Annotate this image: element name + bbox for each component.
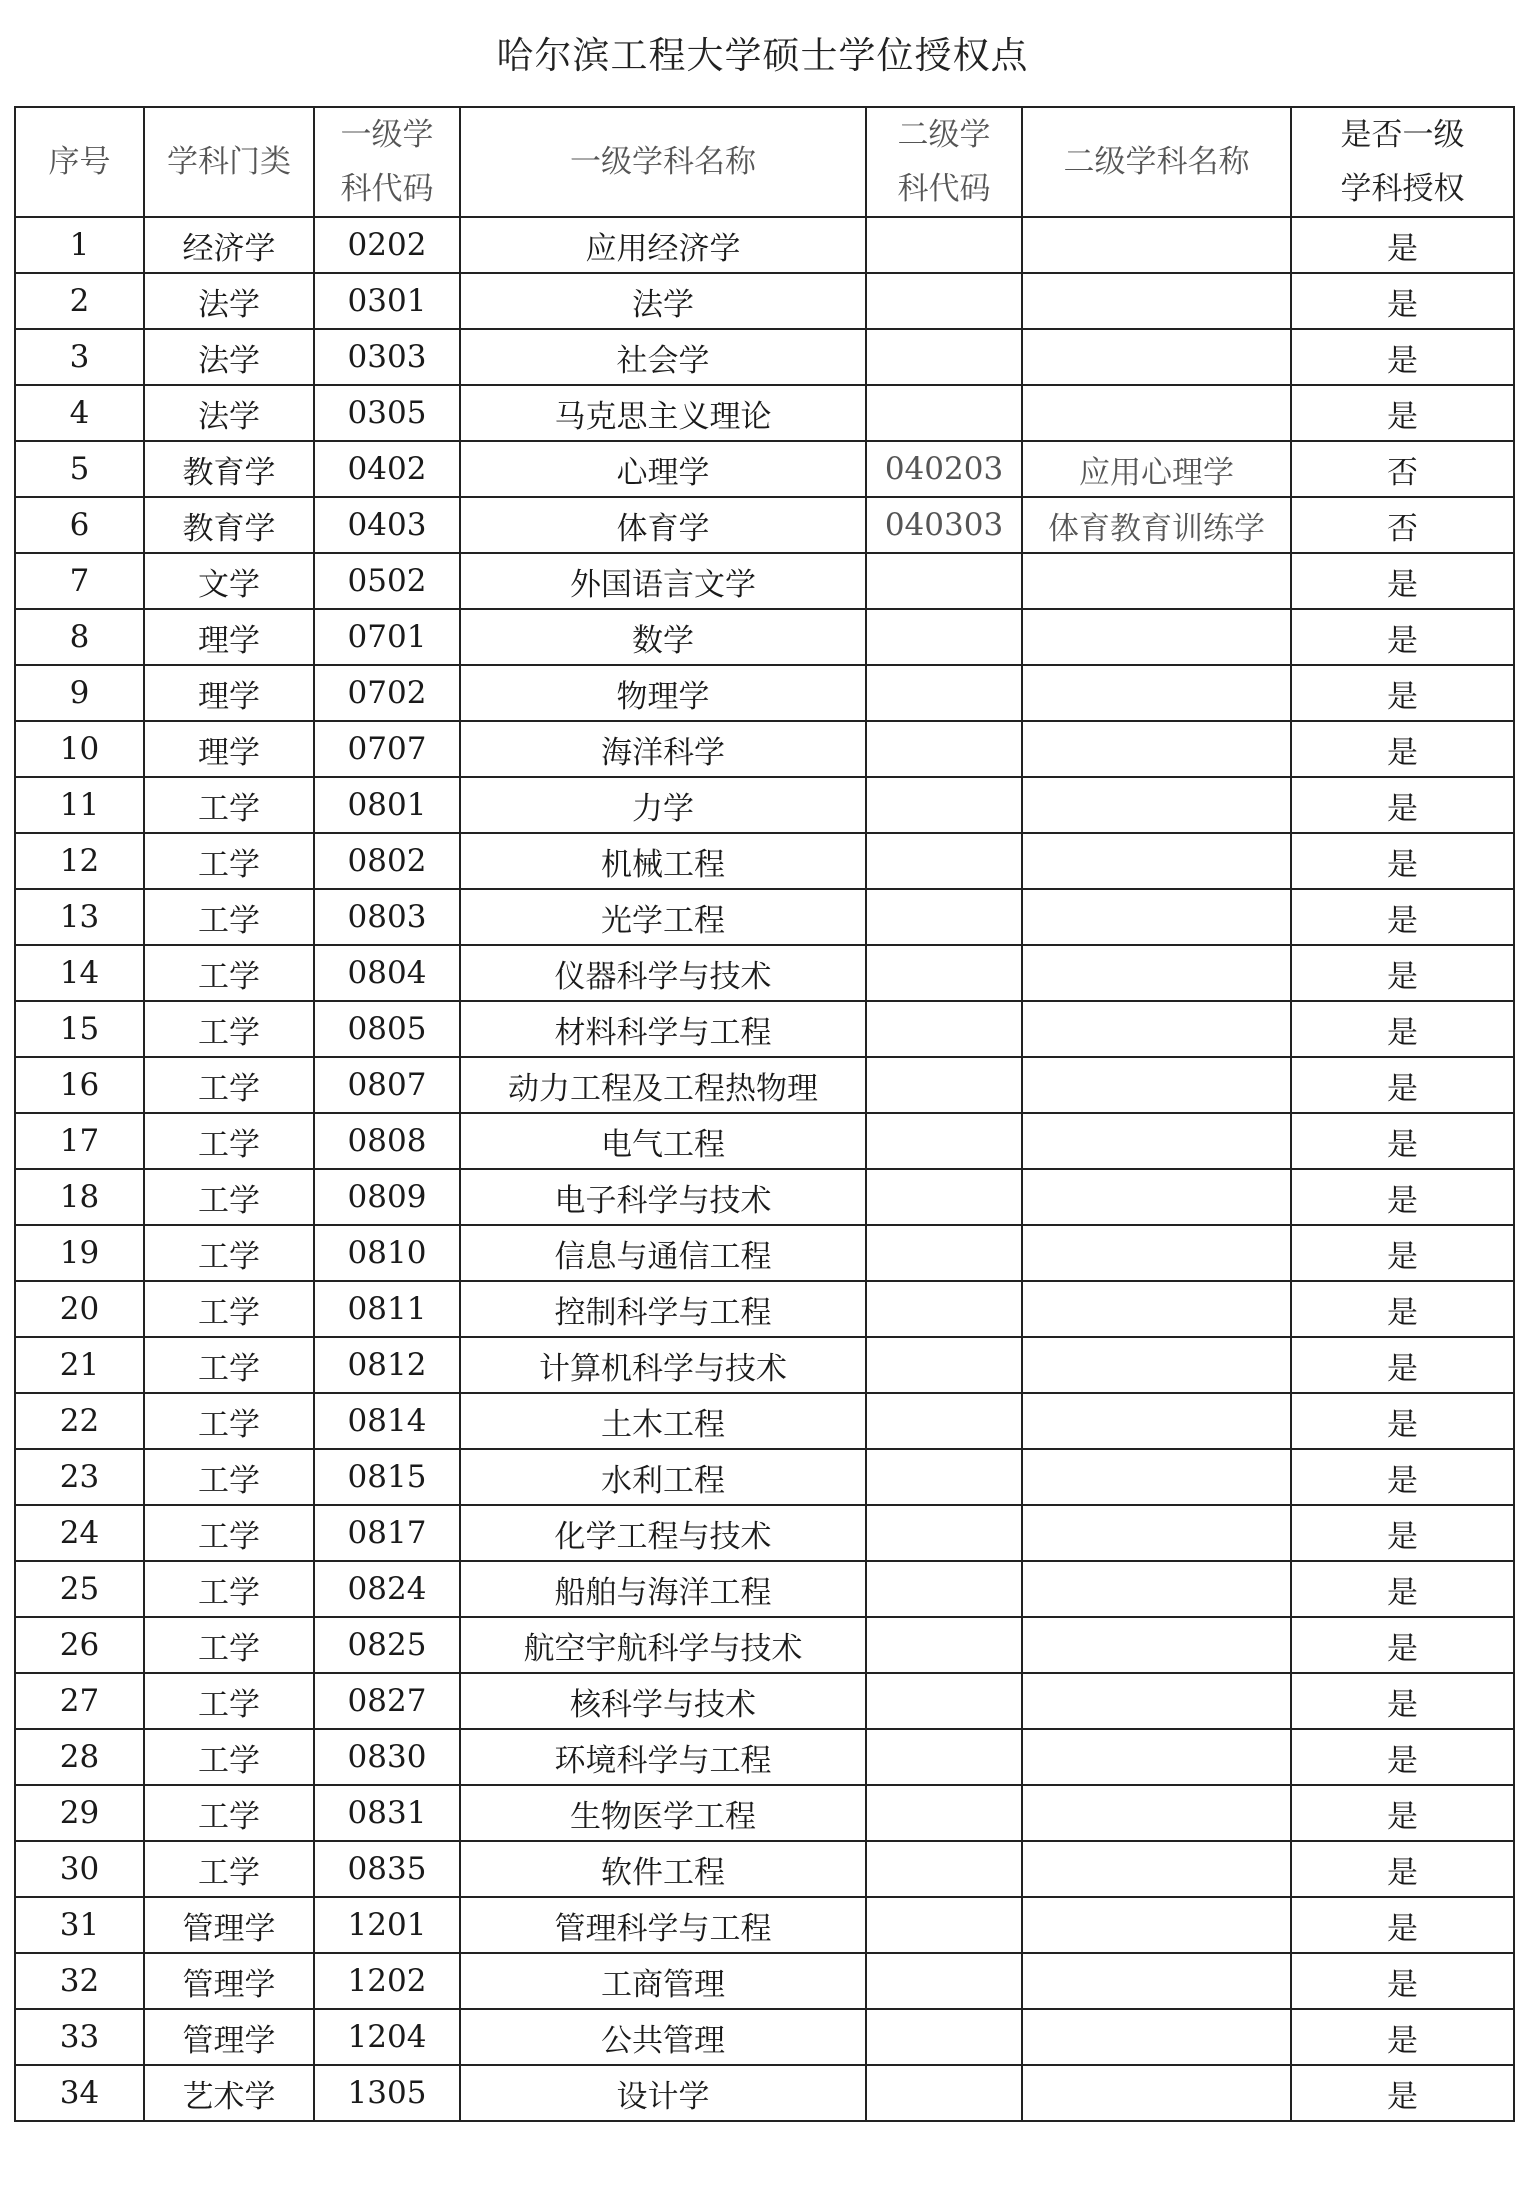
cell-l1-name: 法学 — [460, 273, 866, 329]
cell-l2-name — [1022, 1393, 1291, 1449]
cell-seq: 3 — [15, 329, 144, 385]
cell-l2-code — [866, 1057, 1022, 1113]
cell-l1-name: 航空宇航科学与技术 — [460, 1617, 866, 1673]
cell-category: 工学 — [144, 833, 314, 889]
cell-authorized: 是 — [1291, 1785, 1514, 1841]
cell-l1-code: 0810 — [314, 1225, 460, 1281]
cell-l1-code: 0815 — [314, 1449, 460, 1505]
table-row — [15, 217, 1514, 273]
cell-authorized: 是 — [1291, 1729, 1514, 1785]
cell-l1-name: 外国语言文学 — [460, 553, 866, 609]
cell-l1-code: 0827 — [314, 1673, 460, 1729]
cell-l2-name — [1022, 1841, 1291, 1897]
cell-l1-name: 光学工程 — [460, 889, 866, 945]
cell-category: 理学 — [144, 609, 314, 665]
table-row — [15, 777, 1514, 833]
cell-category: 管理学 — [144, 2009, 314, 2065]
cell-l1-name: 体育学 — [460, 497, 866, 553]
cell-l1-name: 社会学 — [460, 329, 866, 385]
cell-l2-code — [866, 329, 1022, 385]
cell-l1-code: 0835 — [314, 1841, 460, 1897]
cell-seq: 17 — [15, 1113, 144, 1169]
cell-category: 工学 — [144, 1449, 314, 1505]
cell-l2-code — [866, 777, 1022, 833]
table-row — [15, 1113, 1514, 1169]
cell-l1-name: 船舶与海洋工程 — [460, 1561, 866, 1617]
cell-category: 工学 — [144, 1841, 314, 1897]
cell-l1-code: 0814 — [314, 1393, 460, 1449]
header-l1-code: 一级学 科代码 — [314, 107, 460, 217]
table-row — [15, 441, 1514, 497]
cell-seq: 18 — [15, 1169, 144, 1225]
cell-seq: 15 — [15, 1001, 144, 1057]
cell-category: 法学 — [144, 329, 314, 385]
cell-category: 教育学 — [144, 441, 314, 497]
cell-l1-name: 计算机科学与技术 — [460, 1337, 866, 1393]
table-row — [15, 1729, 1514, 1785]
cell-l2-code — [866, 1505, 1022, 1561]
cell-category: 工学 — [144, 1225, 314, 1281]
cell-l2-name — [1022, 1617, 1291, 1673]
cell-seq: 22 — [15, 1393, 144, 1449]
table-row — [15, 1785, 1514, 1841]
cell-authorized: 是 — [1291, 1953, 1514, 2009]
cell-category: 工学 — [144, 1785, 314, 1841]
cell-authorized: 是 — [1291, 1057, 1514, 1113]
cell-seq: 2 — [15, 273, 144, 329]
cell-category: 工学 — [144, 1057, 314, 1113]
cell-l2-name — [1022, 1505, 1291, 1561]
cell-seq: 5 — [15, 441, 144, 497]
cell-seq: 25 — [15, 1561, 144, 1617]
table-row — [15, 329, 1514, 385]
cell-l2-code — [866, 1897, 1022, 1953]
cell-seq: 14 — [15, 945, 144, 1001]
cell-l2-name — [1022, 2065, 1291, 2121]
table-row — [15, 1561, 1514, 1617]
cell-l2-name — [1022, 833, 1291, 889]
cell-l2-name — [1022, 329, 1291, 385]
cell-l2-code — [866, 889, 1022, 945]
cell-authorized: 是 — [1291, 1225, 1514, 1281]
cell-authorized: 是 — [1291, 2065, 1514, 2121]
cell-l2-code — [866, 1617, 1022, 1673]
cell-authorized: 是 — [1291, 1561, 1514, 1617]
cell-category: 工学 — [144, 1337, 314, 1393]
table-row — [15, 1617, 1514, 1673]
cell-category: 工学 — [144, 1393, 314, 1449]
table-row — [15, 1393, 1514, 1449]
cell-authorized: 是 — [1291, 1393, 1514, 1449]
cell-l1-code: 0402 — [314, 441, 460, 497]
cell-l2-code — [866, 665, 1022, 721]
cell-category: 工学 — [144, 1281, 314, 1337]
cell-l2-code — [866, 1729, 1022, 1785]
cell-l1-code: 0825 — [314, 1617, 460, 1673]
cell-l1-code: 0305 — [314, 385, 460, 441]
cell-l1-name: 公共管理 — [460, 2009, 866, 2065]
cell-l2-code — [866, 1281, 1022, 1337]
cell-authorized: 是 — [1291, 1449, 1514, 1505]
cell-l1-name: 化学工程与技术 — [460, 1505, 866, 1561]
cell-seq: 30 — [15, 1841, 144, 1897]
cell-l2-name — [1022, 2009, 1291, 2065]
cell-l2-name — [1022, 1225, 1291, 1281]
cell-seq: 32 — [15, 1953, 144, 2009]
cell-seq: 19 — [15, 1225, 144, 1281]
table-row — [15, 665, 1514, 721]
cell-l1-name: 海洋科学 — [460, 721, 866, 777]
cell-seq: 24 — [15, 1505, 144, 1561]
cell-l2-code — [866, 1673, 1022, 1729]
cell-authorized: 是 — [1291, 273, 1514, 329]
cell-authorized: 是 — [1291, 1841, 1514, 1897]
table-row — [15, 1505, 1514, 1561]
cell-l2-code — [866, 609, 1022, 665]
cell-l2-name — [1022, 1169, 1291, 1225]
header-l2-name: 二级学科名称 — [1022, 107, 1291, 217]
cell-seq: 33 — [15, 2009, 144, 2065]
header-l2-code: 二级学 科代码 — [866, 107, 1022, 217]
cell-l1-name: 信息与通信工程 — [460, 1225, 866, 1281]
header-l1-name: 一级学科名称 — [460, 107, 866, 217]
cell-l2-name — [1022, 273, 1291, 329]
cell-l1-name: 物理学 — [460, 665, 866, 721]
cell-authorized: 是 — [1291, 665, 1514, 721]
cell-seq: 34 — [15, 2065, 144, 2121]
cell-authorized: 是 — [1291, 1897, 1514, 1953]
cell-l1-name: 生物医学工程 — [460, 1785, 866, 1841]
cell-l1-name: 土木工程 — [460, 1393, 866, 1449]
cell-seq: 21 — [15, 1337, 144, 1393]
cell-l2-code — [866, 721, 1022, 777]
cell-category: 工学 — [144, 1673, 314, 1729]
cell-l2-code — [866, 385, 1022, 441]
cell-authorized: 是 — [1291, 1001, 1514, 1057]
cell-l2-name — [1022, 1897, 1291, 1953]
cell-authorized: 是 — [1291, 1673, 1514, 1729]
table-row — [15, 2009, 1514, 2065]
cell-seq: 13 — [15, 889, 144, 945]
cell-l2-code — [866, 1953, 1022, 2009]
cell-seq: 28 — [15, 1729, 144, 1785]
cell-l2-name — [1022, 665, 1291, 721]
cell-l2-name — [1022, 1673, 1291, 1729]
cell-l1-name: 电气工程 — [460, 1113, 866, 1169]
cell-seq: 29 — [15, 1785, 144, 1841]
cell-l2-code — [866, 1113, 1022, 1169]
header-authorized: 是否一级 学科授权 — [1291, 107, 1514, 217]
cell-l2-name — [1022, 1001, 1291, 1057]
cell-l2-name — [1022, 889, 1291, 945]
cell-l2-code — [866, 553, 1022, 609]
cell-l1-code: 1201 — [314, 1897, 460, 1953]
table-row — [15, 945, 1514, 1001]
cell-authorized: 是 — [1291, 721, 1514, 777]
cell-l1-code: 0831 — [314, 1785, 460, 1841]
cell-seq: 1 — [15, 217, 144, 273]
cell-l2-code — [866, 1841, 1022, 1897]
cell-l2-name — [1022, 945, 1291, 1001]
table-row — [15, 1953, 1514, 2009]
cell-l1-code: 0805 — [314, 1001, 460, 1057]
cell-l1-name: 心理学 — [460, 441, 866, 497]
cell-category: 工学 — [144, 1729, 314, 1785]
cell-authorized: 是 — [1291, 1169, 1514, 1225]
table-row — [15, 1673, 1514, 1729]
cell-category: 经济学 — [144, 217, 314, 273]
cell-l2-code: 040203 — [866, 441, 1022, 497]
cell-authorized: 是 — [1291, 217, 1514, 273]
cell-l1-code: 0502 — [314, 553, 460, 609]
cell-l1-name: 仪器科学与技术 — [460, 945, 866, 1001]
degree-authorization-table — [14, 106, 1515, 2122]
cell-seq: 12 — [15, 833, 144, 889]
cell-l2-name — [1022, 217, 1291, 273]
table-row — [15, 1449, 1514, 1505]
cell-l2-name — [1022, 1785, 1291, 1841]
cell-l1-code: 0817 — [314, 1505, 460, 1561]
table-row — [15, 385, 1514, 441]
cell-l2-name — [1022, 777, 1291, 833]
cell-l1-name: 数学 — [460, 609, 866, 665]
cell-authorized: 是 — [1291, 2009, 1514, 2065]
cell-l2-code — [866, 273, 1022, 329]
cell-seq: 20 — [15, 1281, 144, 1337]
table-row — [15, 553, 1514, 609]
cell-l2-code — [866, 1561, 1022, 1617]
table-row — [15, 1337, 1514, 1393]
header-category: 学科门类 — [144, 107, 314, 217]
cell-authorized: 是 — [1291, 889, 1514, 945]
cell-authorized: 是 — [1291, 1337, 1514, 1393]
cell-l2-code — [866, 833, 1022, 889]
cell-l1-code: 0701 — [314, 609, 460, 665]
cell-l2-code — [866, 1393, 1022, 1449]
cell-l1-name: 动力工程及工程热物理 — [460, 1057, 866, 1113]
cell-l1-code: 0804 — [314, 945, 460, 1001]
table-row — [15, 1169, 1514, 1225]
table-row — [15, 889, 1514, 945]
cell-seq: 26 — [15, 1617, 144, 1673]
table-row — [15, 1281, 1514, 1337]
table-row — [15, 1841, 1514, 1897]
cell-seq: 16 — [15, 1057, 144, 1113]
cell-l2-name — [1022, 1057, 1291, 1113]
table-row — [15, 1057, 1514, 1113]
table-row — [15, 609, 1514, 665]
cell-authorized: 是 — [1291, 329, 1514, 385]
cell-l2-code — [866, 217, 1022, 273]
cell-l2-name — [1022, 609, 1291, 665]
cell-category: 管理学 — [144, 1897, 314, 1953]
cell-seq: 27 — [15, 1673, 144, 1729]
cell-l1-code: 0811 — [314, 1281, 460, 1337]
table-row — [15, 2065, 1514, 2121]
cell-l2-code — [866, 1449, 1022, 1505]
cell-seq: 11 — [15, 777, 144, 833]
cell-category: 管理学 — [144, 1953, 314, 2009]
cell-seq: 31 — [15, 1897, 144, 1953]
cell-l1-name: 机械工程 — [460, 833, 866, 889]
cell-authorized: 是 — [1291, 777, 1514, 833]
cell-authorized: 是 — [1291, 945, 1514, 1001]
cell-category: 法学 — [144, 385, 314, 441]
cell-category: 工学 — [144, 889, 314, 945]
cell-l2-name — [1022, 553, 1291, 609]
cell-l1-code: 1204 — [314, 2009, 460, 2065]
cell-l1-code: 0202 — [314, 217, 460, 273]
cell-l1-name: 管理科学与工程 — [460, 1897, 866, 1953]
cell-category: 工学 — [144, 1001, 314, 1057]
cell-l2-name — [1022, 1953, 1291, 2009]
cell-seq: 9 — [15, 665, 144, 721]
cell-l1-code: 0803 — [314, 889, 460, 945]
cell-category: 工学 — [144, 1169, 314, 1225]
cell-l2-name — [1022, 385, 1291, 441]
cell-l1-name: 材料科学与工程 — [460, 1001, 866, 1057]
cell-l1-code: 0303 — [314, 329, 460, 385]
cell-l1-name: 水利工程 — [460, 1449, 866, 1505]
cell-l1-code: 0301 — [314, 273, 460, 329]
cell-category: 理学 — [144, 665, 314, 721]
cell-l2-name — [1022, 1337, 1291, 1393]
cell-category: 工学 — [144, 1561, 314, 1617]
page-title: 哈尔滨工程大学硕士学位授权点 — [496, 34, 1029, 77]
table-body — [15, 217, 1514, 2121]
cell-l1-name: 设计学 — [460, 2065, 866, 2121]
table-row — [15, 721, 1514, 777]
cell-l1-code: 0812 — [314, 1337, 460, 1393]
cell-l2-code — [866, 945, 1022, 1001]
table-row — [15, 1225, 1514, 1281]
cell-authorized: 是 — [1291, 1617, 1514, 1673]
cell-l1-code: 0802 — [314, 833, 460, 889]
cell-l2-name — [1022, 1561, 1291, 1617]
cell-category: 工学 — [144, 1505, 314, 1561]
table-row — [15, 497, 1514, 553]
cell-l1-name: 应用经济学 — [460, 217, 866, 273]
cell-l2-name — [1022, 1729, 1291, 1785]
cell-l1-code: 0702 — [314, 665, 460, 721]
cell-l2-code — [866, 2009, 1022, 2065]
cell-l1-code: 1305 — [314, 2065, 460, 2121]
cell-l1-name: 工商管理 — [460, 1953, 866, 2009]
cell-category: 工学 — [144, 1113, 314, 1169]
header-seq: 序号 — [15, 107, 144, 217]
cell-l1-code: 0707 — [314, 721, 460, 777]
cell-l1-name: 马克思主义理论 — [460, 385, 866, 441]
cell-category: 法学 — [144, 273, 314, 329]
cell-category: 工学 — [144, 1617, 314, 1673]
cell-authorized: 是 — [1291, 385, 1514, 441]
cell-l2-name — [1022, 1449, 1291, 1505]
cell-l1-name: 软件工程 — [460, 1841, 866, 1897]
cell-authorized: 是 — [1291, 833, 1514, 889]
cell-seq: 7 — [15, 553, 144, 609]
cell-seq: 4 — [15, 385, 144, 441]
cell-category: 工学 — [144, 777, 314, 833]
cell-seq: 23 — [15, 1449, 144, 1505]
cell-l2-code — [866, 2065, 1022, 2121]
cell-authorized: 是 — [1291, 1281, 1514, 1337]
cell-l1-name: 控制科学与工程 — [460, 1281, 866, 1337]
cell-l2-code: 040303 — [866, 497, 1022, 553]
cell-l2-code — [866, 1785, 1022, 1841]
cell-l2-code — [866, 1169, 1022, 1225]
cell-l1-code: 0801 — [314, 777, 460, 833]
table-header-row — [15, 107, 1514, 217]
cell-l1-code: 0809 — [314, 1169, 460, 1225]
cell-l1-code: 0830 — [314, 1729, 460, 1785]
cell-seq: 6 — [15, 497, 144, 553]
cell-l1-name: 核科学与技术 — [460, 1673, 866, 1729]
table-row — [15, 1001, 1514, 1057]
cell-l2-code — [866, 1001, 1022, 1057]
cell-l2-name: 体育教育训练学 — [1022, 497, 1291, 553]
cell-category: 艺术学 — [144, 2065, 314, 2121]
cell-l1-code: 0403 — [314, 497, 460, 553]
cell-l2-code — [866, 1337, 1022, 1393]
cell-authorized: 否 — [1291, 441, 1514, 497]
cell-l1-code: 0807 — [314, 1057, 460, 1113]
cell-authorized: 否 — [1291, 497, 1514, 553]
cell-l2-name — [1022, 1281, 1291, 1337]
cell-authorized: 是 — [1291, 1113, 1514, 1169]
cell-category: 文学 — [144, 553, 314, 609]
cell-l1-name: 力学 — [460, 777, 866, 833]
cell-l2-code — [866, 1225, 1022, 1281]
cell-seq: 10 — [15, 721, 144, 777]
cell-category: 工学 — [144, 945, 314, 1001]
cell-l1-name: 环境科学与工程 — [460, 1729, 866, 1785]
cell-l2-name: 应用心理学 — [1022, 441, 1291, 497]
cell-seq: 8 — [15, 609, 144, 665]
cell-l2-name — [1022, 721, 1291, 777]
table-row — [15, 833, 1514, 889]
table-row — [15, 273, 1514, 329]
cell-l2-name — [1022, 1113, 1291, 1169]
cell-l1-code: 0824 — [314, 1561, 460, 1617]
cell-l1-code: 1202 — [314, 1953, 460, 2009]
cell-l1-name: 电子科学与技术 — [460, 1169, 866, 1225]
cell-authorized: 是 — [1291, 1505, 1514, 1561]
cell-l1-code: 0808 — [314, 1113, 460, 1169]
cell-authorized: 是 — [1291, 553, 1514, 609]
table-row — [15, 1897, 1514, 1953]
cell-category: 理学 — [144, 721, 314, 777]
cell-category: 教育学 — [144, 497, 314, 553]
cell-authorized: 是 — [1291, 609, 1514, 665]
